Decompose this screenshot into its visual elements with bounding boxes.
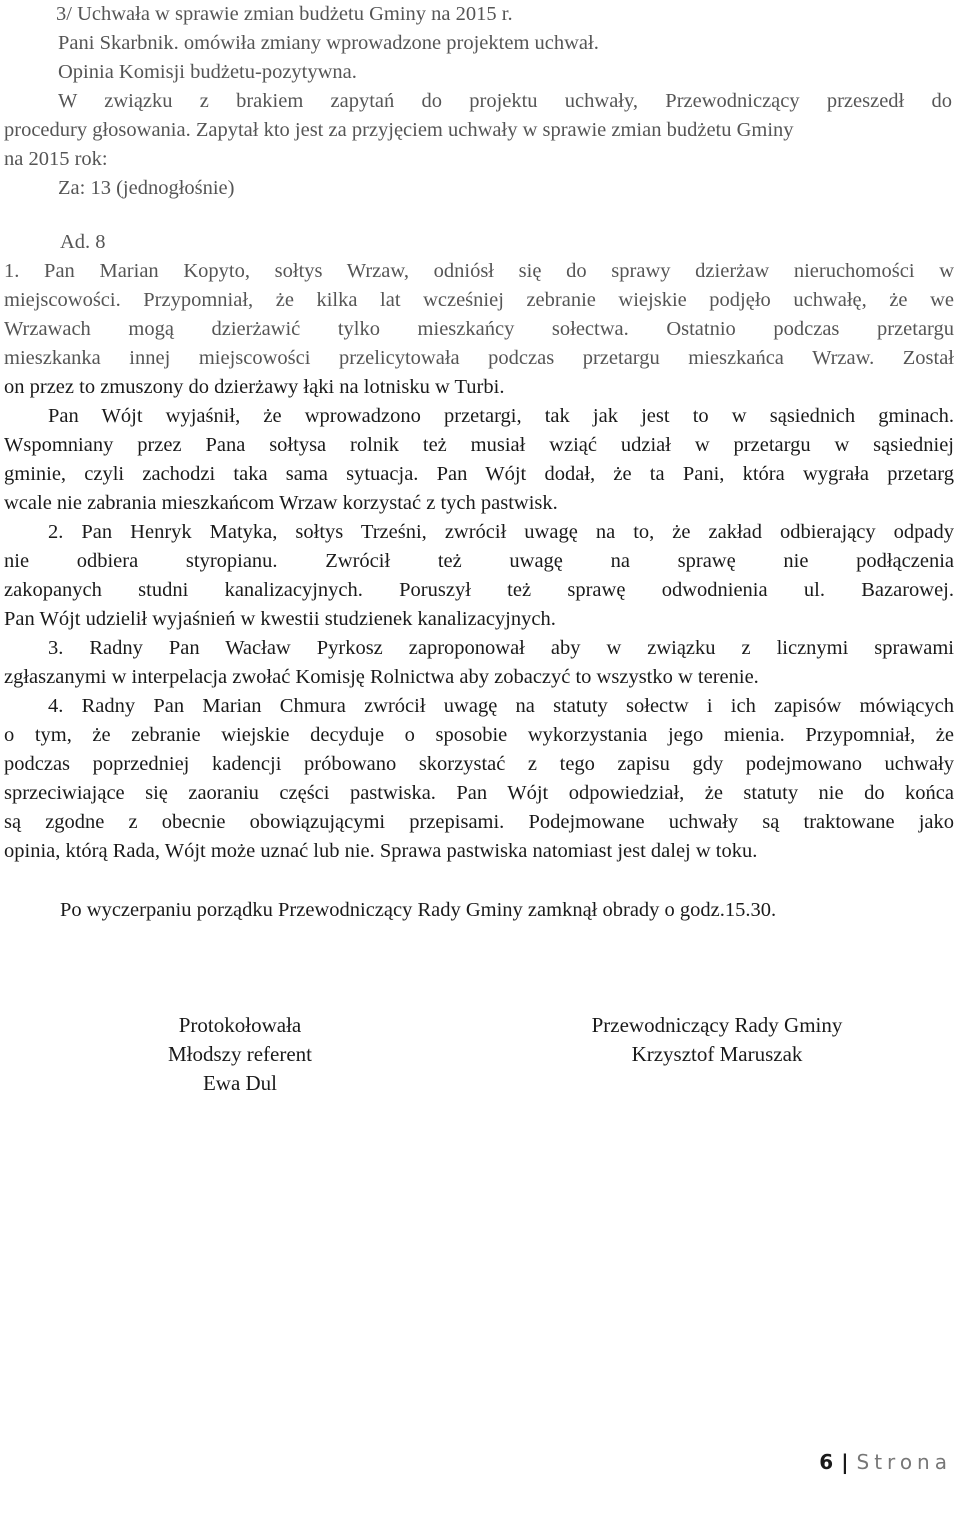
paragraph-line: Wrzawach mogą dzierżawić tylko mieszkańcy sołectwa. Ostatnio podczas przetargu <box>4 318 954 340</box>
paragraph-line: on przez to zmuszony do dzierżawy łąki na lotnisku w Turbi. <box>4 376 505 398</box>
signature-name: Krzysztof Maruszak <box>631 1042 803 1066</box>
paragraph-line: 1. Pan Marian Kopyto, sołtys Wrzaw, odniósł się do sprawy dzierżaw nieruchomości w <box>4 260 954 282</box>
paragraph-line: są zgodne z obecnie obowiązującymi przepisami. Podejmowane uchwały są traktowane jako <box>4 811 954 833</box>
paragraph-line: o tym, że zebranie wiejskie decyduje o sposobie wykorzystania jego mienia. Przypomniał, że <box>4 724 954 746</box>
paragraph-line: W związku z brakiem zapytań do projektu uchwały, Przewodniczący przeszedł do <box>58 90 952 112</box>
paragraph-line: zgłaszanymi w interpelacja zwołać Komisję Rolnictwa aby zobaczyć to wszystko w terenie. <box>4 666 759 688</box>
paragraph-line: opinia, którą Rada, Wójt może uznać lub nie. Sprawa pastwiska natomiast jest dalej w toku. <box>4 840 758 862</box>
paragraph-line: Pani Skarbnik. omówiła zmiany wprowadzone projektem uchwał. <box>58 32 599 54</box>
paragraph-line: 2. Pan Henryk Matyka, sołtys Trześni, zwrócił uwagę na to, że zakład odbierający odpady <box>48 521 954 543</box>
paragraph-line: 3/ Uchwała w sprawie zmian budżetu Gminy na 2015 r. <box>56 3 513 25</box>
paragraph-line: miejscowości. Przypomniał, że kilka lat wcześniej zebranie wiejskie podjęło uchwałę, że we <box>4 289 954 311</box>
signature-name: Ewa Dul <box>202 1071 278 1095</box>
paragraph-line: 4. Radny Pan Marian Chmura zwrócił uwagę na statuty sołectw i ich zapisów mówiących <box>48 695 954 717</box>
paragraph-line: 3. Radny Pan Wacław Pyrkosz zaproponował aby w związku z licznymi sprawami <box>48 637 954 659</box>
signature-role: Protokołowała <box>178 1013 302 1037</box>
paragraph-line: podczas poprzedniej kadencji próbowano skorzystać z tego zapisu gdy podejmowano uchwały <box>4 753 954 775</box>
paragraph-line: gminie, czyli zachodzi taka sama sytuacja. Pan Wójt dodał, że ta Pani, która wygrała przetarg <box>4 463 954 485</box>
section-heading: Ad. 8 <box>60 231 106 253</box>
paragraph-line: Opinia Komisji budżetu-pozytywna. <box>58 61 357 83</box>
signature-title: Przewodniczący Rady Gminy <box>591 1013 843 1037</box>
paragraph-line: zakopanych studni kanalizacyjnych. Poruszył też sprawę odwodnienia ul. Bazarowej. <box>4 579 954 601</box>
paragraph-line: wcale nie zabrania mieszkańcom Wrzaw korzystać z tych pastwisk. <box>4 492 558 514</box>
page-number: 6 <box>819 1450 834 1474</box>
paragraph-line: nie odbiera styropianu. Zwrócił też uwagę na sprawę nie podłączenia <box>4 550 954 572</box>
paragraph-line: Pan Wójt udzielił wyjaśnień w kwestii studzienek kanalizacyjnych. <box>4 608 556 630</box>
signature-title: Młodszy referent <box>167 1042 313 1066</box>
paragraph-line: Wspomniany przez Pana sołtysa rolnik też musiał wziąć udział w przetargu w sąsiedniej <box>4 434 954 456</box>
paragraph-line: na 2015 rok: <box>4 148 108 170</box>
paragraph-line: sprzeciwiające się zaoraniu części pastwiska. Pan Wójt odpowiedział, że statuty nie do końca <box>4 782 954 804</box>
closing-statement: Po wyczerpaniu porządku Przewodniczący Rady Gminy zamknął obrady o godz.15.30. <box>60 899 777 921</box>
paragraph-line: Pan Wójt wyjaśnił, że wprowadzono przetargi, tak jak jest to w sąsiednich gminach. <box>48 405 954 427</box>
paragraph-line: mieszkanka innej miejscowości przelicytowała podczas przetargu mieszkańca Wrzaw. Został <box>4 347 954 369</box>
footer-separator: | <box>841 1450 849 1474</box>
page-label: Strona <box>856 1450 952 1474</box>
paragraph-line: procedury głosowania. Zapytał kto jest za przyjęciem uchwały w sprawie zmian budżetu Gminy <box>4 119 794 141</box>
paragraph-line: Za: 13 (jednogłośnie) <box>58 177 235 199</box>
page-footer <box>819 1450 952 1474</box>
